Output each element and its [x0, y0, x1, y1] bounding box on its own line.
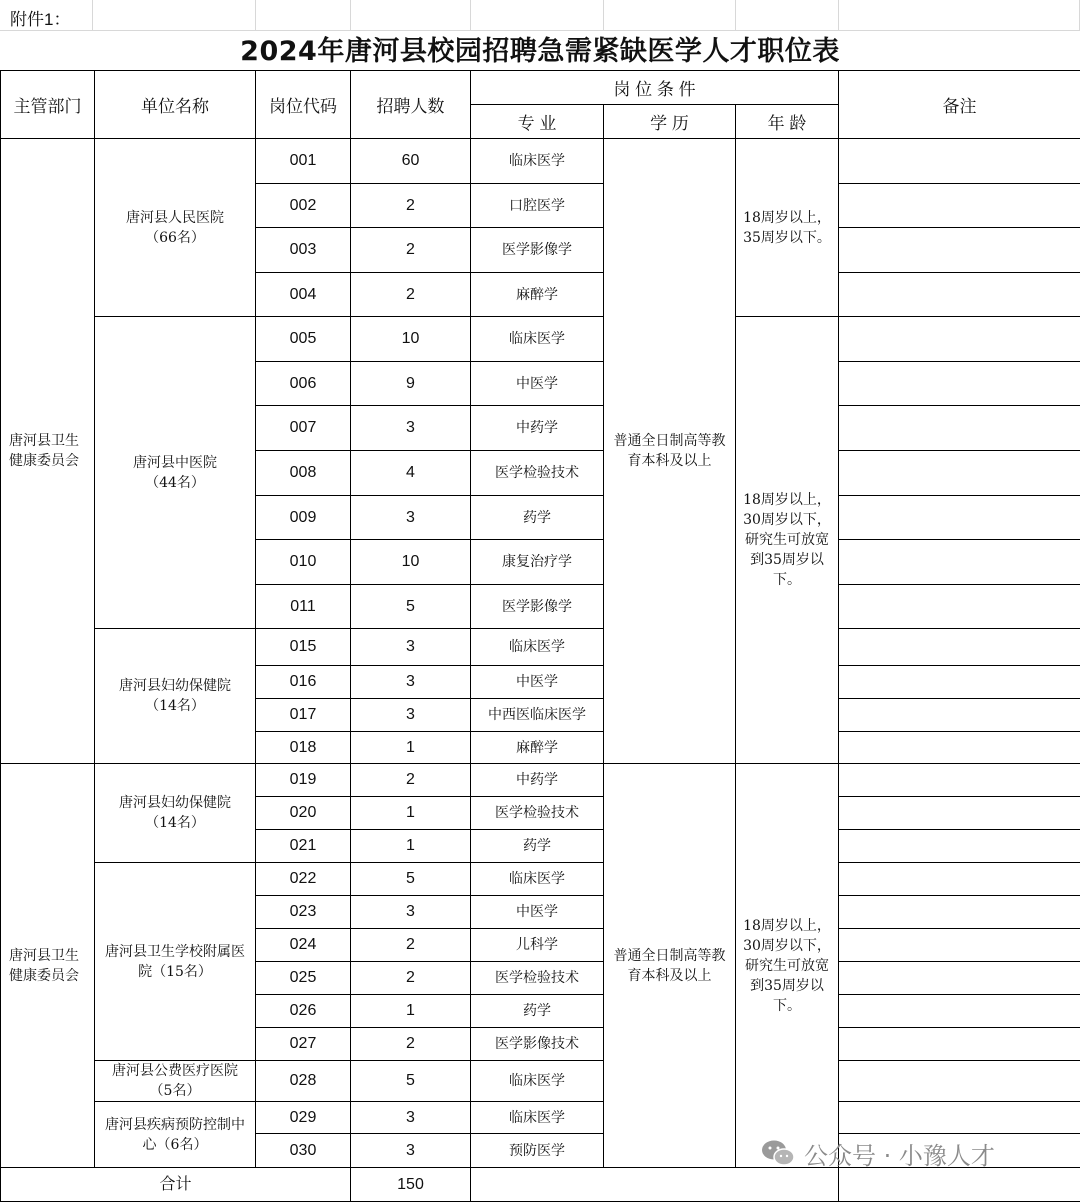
sheet-cell: [603, 0, 736, 31]
position-major: 口腔医学: [471, 184, 604, 228]
unit-quota: （66名）: [105, 228, 245, 248]
position-major: 中医学: [471, 666, 604, 699]
remark-cell: [839, 1102, 1080, 1134]
remark-cell: [839, 585, 1080, 629]
position-major: 中医学: [471, 896, 604, 929]
position-major: 儿科学: [471, 929, 604, 962]
header-major: 专 业: [471, 105, 604, 139]
position-code: 027: [256, 1028, 351, 1061]
watermark-text: 公众号 · 小豫人才: [804, 1136, 995, 1171]
position-major: 临床医学: [471, 1061, 604, 1102]
header-conditions: 岗 位 条 件: [471, 71, 839, 105]
sheet-cell: [470, 0, 604, 31]
positions-table: [0, 70, 1080, 1202]
position-count: 10: [351, 540, 471, 585]
sheet-cell: [838, 0, 1080, 31]
sheet-cell: [255, 0, 351, 31]
total-row: [1, 1168, 1080, 1202]
position-code: 017: [256, 699, 351, 732]
position-major: 药学: [471, 496, 604, 540]
position-major: 中医学: [471, 362, 604, 406]
education-cell: 普通全日制高等教育本科及以上: [604, 139, 736, 764]
remark-cell: [839, 699, 1080, 732]
position-code: 025: [256, 962, 351, 995]
sheet-cell: [92, 0, 256, 31]
position-count: 5: [351, 1061, 471, 1102]
position-major: 麻醉学: [471, 273, 604, 317]
remark-cell: [839, 1028, 1080, 1061]
remark-cell: [839, 929, 1080, 962]
position-count: 60: [351, 139, 471, 184]
remark-cell: [839, 139, 1080, 184]
position-code: 026: [256, 995, 351, 1028]
unit-cell: [95, 1061, 256, 1102]
position-code: 021: [256, 830, 351, 863]
header-unit: 单位名称: [95, 71, 256, 139]
position-major: 预防医学: [471, 1134, 604, 1168]
position-count: 2: [351, 929, 471, 962]
annex-label: 附件1：: [10, 5, 70, 30]
position-count: 2: [351, 962, 471, 995]
position-count: 9: [351, 362, 471, 406]
position-count: 3: [351, 699, 471, 732]
position-code: 010: [256, 540, 351, 585]
position-count: 2: [351, 273, 471, 317]
remark-cell: [839, 797, 1080, 830]
header-department: 主管部门: [1, 71, 95, 139]
remark-cell: [839, 764, 1080, 797]
position-major: 康复治疗学: [471, 540, 604, 585]
position-count: 10: [351, 317, 471, 362]
position-count: 1: [351, 797, 471, 830]
position-code: 020: [256, 797, 351, 830]
sheet-cell: [350, 0, 471, 31]
position-code: 029: [256, 1102, 351, 1134]
position-major: 医学影像技术: [471, 1028, 604, 1061]
remark-cell: [839, 1061, 1080, 1102]
position-major: 临床医学: [471, 1102, 604, 1134]
unit-name: 唐河县疾病预防控制中心（6名）: [105, 1115, 245, 1155]
table-row: [1, 863, 1080, 896]
position-code: 006: [256, 362, 351, 406]
position-count: 2: [351, 1028, 471, 1061]
remark-cell: [839, 406, 1080, 451]
total-empty: [471, 1168, 839, 1202]
table-row: [1, 629, 1080, 666]
header-education: 学 历: [604, 105, 736, 139]
header-count: 招聘人数: [351, 71, 471, 139]
position-major: 医学检验技术: [471, 962, 604, 995]
unit-name: 唐河县妇幼保健院: [105, 676, 245, 696]
unit-quota: （14名）: [105, 813, 245, 833]
position-count: 3: [351, 896, 471, 929]
remark-cell: [839, 362, 1080, 406]
total-label: 合计: [1, 1168, 351, 1202]
header-code: 岗位代码: [256, 71, 351, 139]
position-count: 1: [351, 995, 471, 1028]
remark-cell: [839, 317, 1080, 362]
table-row: [1, 317, 1080, 362]
total-value: 150: [351, 1168, 471, 1202]
remark-cell: [839, 732, 1080, 764]
remark-cell: [839, 540, 1080, 585]
position-code: 024: [256, 929, 351, 962]
position-count: 1: [351, 732, 471, 764]
position-count: 4: [351, 451, 471, 496]
position-major: 麻醉学: [471, 732, 604, 764]
position-code: 030: [256, 1134, 351, 1168]
remark-cell: [839, 451, 1080, 496]
education-cell: 普通全日制高等教育本科及以上: [604, 764, 736, 1168]
wechat-icon: [760, 1138, 796, 1168]
position-count: 5: [351, 863, 471, 896]
remark-cell: [839, 666, 1080, 699]
position-code: 002: [256, 184, 351, 228]
position-code: 001: [256, 139, 351, 184]
position-code: 011: [256, 585, 351, 629]
position-code: 022: [256, 863, 351, 896]
unit-quota: （14名）: [105, 696, 245, 716]
position-major: 医学影像学: [471, 585, 604, 629]
position-count: 3: [351, 666, 471, 699]
department-cell: 唐河县卫生健康委员会: [1, 139, 95, 764]
unit-name: 唐河县人民医院: [105, 208, 245, 228]
table-row: [1, 1061, 1080, 1102]
position-major: 医学影像学: [471, 228, 604, 273]
header-row: [1, 71, 1080, 105]
position-code: 004: [256, 273, 351, 317]
position-major: 临床医学: [471, 317, 604, 362]
unit-cell: [95, 1102, 256, 1168]
header-age: 年 龄: [736, 105, 839, 139]
position-code: 023: [256, 896, 351, 929]
unit-cell: [95, 139, 256, 317]
position-code: 028: [256, 1061, 351, 1102]
table-body: [1, 139, 1080, 1202]
position-major: 医学检验技术: [471, 451, 604, 496]
watermark: [760, 1135, 995, 1171]
position-count: 3: [351, 629, 471, 666]
position-count: 2: [351, 764, 471, 797]
position-major: 中西医临床医学: [471, 699, 604, 732]
position-major: 临床医学: [471, 629, 604, 666]
remark-cell: [839, 896, 1080, 929]
position-major: 医学检验技术: [471, 797, 604, 830]
remark-cell: [839, 629, 1080, 666]
sheet-top-bar: [0, 0, 1080, 30]
unit-name: 唐河县公费医疗医院: [105, 1061, 245, 1081]
position-code: 016: [256, 666, 351, 699]
remark-cell: [839, 273, 1080, 317]
position-count: 2: [351, 184, 471, 228]
remark-cell: [839, 184, 1080, 228]
unit-quota: （5名）: [105, 1081, 245, 1101]
remark-cell: [839, 1168, 1080, 1202]
position-count: 5: [351, 585, 471, 629]
position-count: 1: [351, 830, 471, 863]
header-remark: 备注: [839, 71, 1080, 139]
unit-cell: [95, 764, 256, 863]
position-major: 临床医学: [471, 139, 604, 184]
position-count: 2: [351, 228, 471, 273]
remark-cell: [839, 863, 1080, 896]
page-title: 2024年唐河县校园招聘急需紧缺医学人才职位表: [0, 32, 1080, 72]
unit-cell: [95, 863, 256, 1061]
table-row: [1, 1102, 1080, 1134]
position-count: 3: [351, 496, 471, 540]
position-code: 007: [256, 406, 351, 451]
table-row: [1, 764, 1080, 797]
position-major: 临床医学: [471, 863, 604, 896]
remark-cell: [839, 962, 1080, 995]
position-major: 中药学: [471, 764, 604, 797]
position-code: 005: [256, 317, 351, 362]
unit-name: 唐河县妇幼保健院: [105, 793, 245, 813]
age-cell: 18周岁以上，35周岁以下。: [736, 139, 839, 317]
position-major: 药学: [471, 830, 604, 863]
position-count: 3: [351, 1134, 471, 1168]
position-code: 015: [256, 629, 351, 666]
unit-name: 唐河县卫生学校附属医院（15名）: [105, 942, 245, 982]
sheet-cell: [735, 0, 839, 31]
remark-cell: [839, 830, 1080, 863]
position-code: 019: [256, 764, 351, 797]
age-cell: 18周岁以上，30周岁以下，研究生可放宽到35周岁以下。: [736, 764, 839, 1168]
remark-cell: [839, 496, 1080, 540]
unit-cell: [95, 317, 256, 629]
position-code: 008: [256, 451, 351, 496]
remark-cell: [839, 995, 1080, 1028]
unit-quota: （44名）: [105, 473, 245, 493]
unit-name: 唐河县中医院: [105, 453, 245, 473]
position-major: 药学: [471, 995, 604, 1028]
remark-cell: [839, 228, 1080, 273]
position-major: 中药学: [471, 406, 604, 451]
age-cell: 18周岁以上，30周岁以下，研究生可放宽到35周岁以下。: [736, 317, 839, 764]
position-code: 009: [256, 496, 351, 540]
position-code: 018: [256, 732, 351, 764]
position-count: 3: [351, 1102, 471, 1134]
department-cell: 唐河县卫生健康委员会: [1, 764, 95, 1168]
unit-cell: [95, 629, 256, 764]
position-code: 003: [256, 228, 351, 273]
position-count: 3: [351, 406, 471, 451]
table-row: [1, 139, 1080, 184]
